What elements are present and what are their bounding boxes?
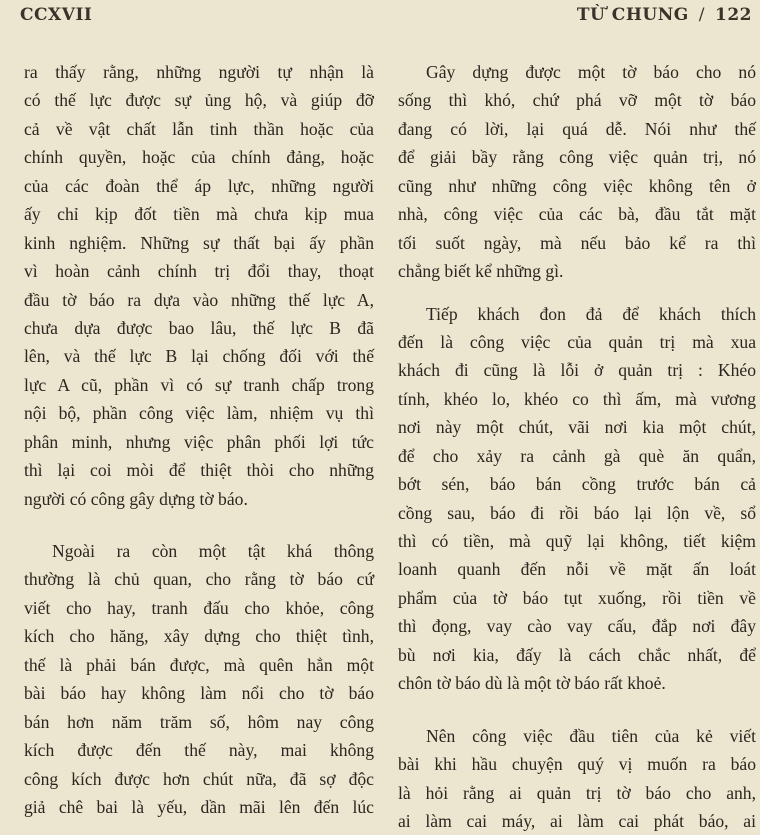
text-line: bài báo hay không làm nổi cho tờ báo [24,683,374,704]
text-line: sống thì khó, chứ phá vỡ một tờ báo [398,90,756,111]
text-line: là hỏi rằng ai quản trị tờ báo cho anh, [398,782,756,803]
text-line: nơi này một chút, vãi nơi kia một chút, [398,417,756,438]
text-line: thì có tiền, mà quỹ lại không, tiết kiệm [398,531,756,551]
chapter-numeral: CCXVII [20,5,93,25]
text-line: cả về vật chất lẫn tinh thần hoặc của [24,118,374,139]
text-line: người có công gây dựng tờ báo. [24,488,248,509]
text-line: giả chê bai là yếu, dần mãi lên đến lúc [24,796,374,817]
text-line: lực A cũ, phần vì có sự tranh chấp trong [24,374,374,395]
right-column [398,58,756,835]
text-line: lên, và thế lực B lại chống đối với thế [24,346,374,367]
text-line: vì hoàn cảnh chính trị đổi thay, thoạt [24,261,374,282]
text-line: cũng như những công việc không tên ở [398,175,756,196]
text-line: chưa dựa được bao lâu, thế lực B đã [24,317,374,338]
text-line: bán hơn năm trăm số, hôm nay công [24,711,374,732]
text-line: viết cho hay, tranh đấu cho khỏe, công [24,597,374,618]
paragraph-gap [398,698,756,722]
text-line: để giải bầy rằng công việc quản trị, nó [398,147,756,168]
text-line: nhà, công việc của các bà, đầu tắt mặt [398,204,756,225]
paragraph-gap [398,286,756,300]
running-title: TỪ CHUNG [576,5,689,25]
text-line: Ngoài ra còn một tật khá thông [52,541,374,561]
paragraph [24,537,374,821]
page-number: 122 [715,5,752,25]
text-line: ra thấy rằng, những người tự nhận là [24,62,374,82]
text-line: tính, khéo lo, khéo co thì ấm, mà vương [398,388,756,409]
text-line: Gây dựng được một tờ báo cho nó [426,62,756,82]
text-line: thì đọng, vay cào vay cấu, đắp nơi đây [398,616,756,637]
text-line: chẳng biết kể những gì. [398,261,564,282]
text-line: cồng sau, báo đi rồi báo lại lộn về, sổ [398,502,756,523]
text-line: kích cho hăng, xây dựng cho thiệt tình, [24,626,374,647]
text-line: bù nơi kia, đấy là cách chắc nhất, để [398,644,756,665]
paragraph [398,722,756,835]
text-line: kinh nghiệm. Những sự thất bại ấy phần [24,232,374,253]
text-line: thì lại coi mòi để thiệt thòi cho những [24,460,374,481]
text-line: Nên công việc đầu tiên của kẻ viết [426,725,756,746]
paragraph-gap [24,513,374,537]
text-line: công kích được hơn chút nữa, đã sợ độc [24,768,374,789]
left-column [24,58,374,821]
text-line: bớt sén, báo bán cồng trước bán cả [398,474,756,495]
text-line: đầu tờ báo ra dựa vào những thế lực A, [24,289,374,310]
text-line: Tiếp khách đon đả để khách thích [426,303,756,324]
text-line: phân minh, nhưng việc phân phối lợi tức [24,431,374,452]
paragraph [398,300,756,698]
text-line: có thế lực được sự ủng hộ, và giúp đỡ [24,90,374,111]
text-line: đang có lời, lại quá dễ. Nói như thế [398,118,756,139]
page-header [0,0,760,34]
text-line: kích được đến thế này, mai không [24,740,374,761]
text-line: bài khi hầu chuyện quý vị muốn ra báo [398,754,756,775]
text-line: nội bộ, phần công việc làm, nhiệm vụ thì [24,403,374,424]
text-line: để cho xảy ra cảnh gà què ăn quẩn, [398,445,756,466]
text-line: đến là công việc của quản trị mà xua [398,331,756,352]
text-line: chôn tờ báo dù là một tờ báo rất khoẻ. [398,673,666,694]
text-line: ai làm cai máy, ai làm cai phát báo, ai [398,810,756,831]
text-line: thế là phải bán được, mà quên hẳn một [24,654,374,675]
text-line: ấy chỉ kịp đốt tiền mà chưa kịp mua [24,204,374,225]
text-line: chính quyền, hoặc của chính đảng, hoặc [24,147,374,168]
header-separator: / [698,5,705,25]
text-line: tối suốt ngày, mà nếu bảo kể ra thì [398,232,756,253]
text-line: thường là chủ quan, cho rằng tờ báo cứ [24,569,374,590]
running-head [577,5,752,25]
paragraph [398,58,756,286]
text-line: loanh quanh đến nỗi về mặt ấn loát [398,559,756,580]
text-line: khách đi cũng là lỗi ở quản trị : Khéo [398,360,756,381]
paragraph [24,58,374,513]
text-line: của các đoàn thể áp lực, những người [24,175,374,196]
text-line: phẩm của tờ báo tụt xuống, rồi tiền về [398,587,756,608]
